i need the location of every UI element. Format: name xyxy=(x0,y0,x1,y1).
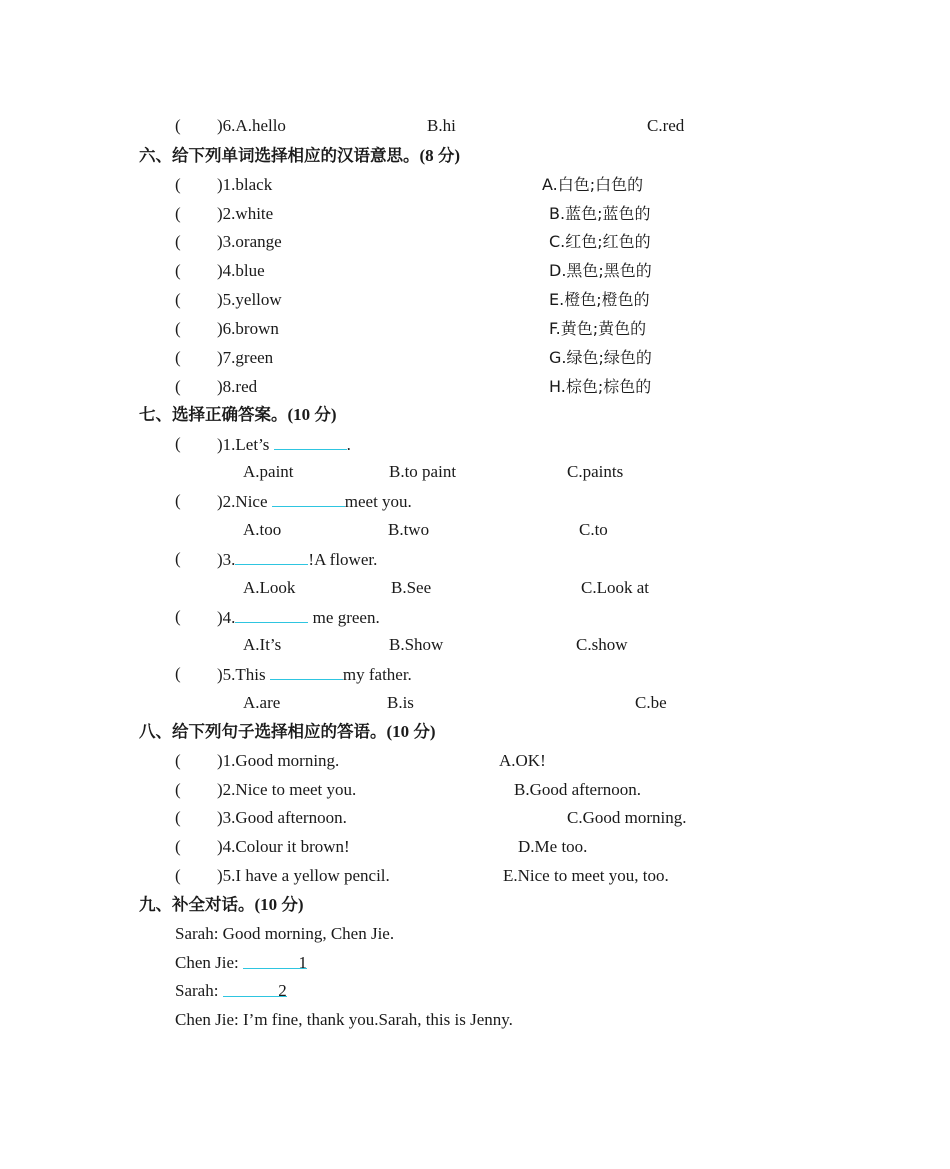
sec7-q2-option-c: C.to xyxy=(579,520,608,539)
sec6-word: )6.brown xyxy=(217,319,279,338)
sec6-paren: ( xyxy=(175,261,181,280)
sec6-meaning: B.蓝色;蓝色的 xyxy=(549,204,651,223)
sec6-paren: ( xyxy=(175,204,181,223)
section-6-title: 六、给下列单词选择相应的汉语意思。(8 分) xyxy=(139,146,461,165)
sec6-paren: ( xyxy=(175,290,181,309)
sec8-paren: ( xyxy=(175,866,181,885)
sec8-paren: ( xyxy=(175,808,181,827)
sec8-sentence: )4.Colour it brown! xyxy=(217,837,350,856)
dialog-blank-2[interactable]: 2 xyxy=(223,981,287,997)
answer-blank[interactable] xyxy=(235,549,308,565)
sec6-meaning: G.绿色;绿色的 xyxy=(549,348,652,367)
sec6-meaning: H.棕色;棕色的 xyxy=(549,377,652,396)
dialog-line-1: Sarah: Good morning, Chen Jie. xyxy=(175,924,395,943)
sec7-q2-option-a: A.too xyxy=(243,520,282,539)
section-9-title: 九、补全对话。(10 分) xyxy=(139,895,304,914)
sec6-paren: ( xyxy=(175,319,181,338)
sec7-q3-option-c: C.Look at xyxy=(581,578,649,597)
sec7-q3-option-b: B.See xyxy=(391,578,432,597)
sec7-q1: )1.Let’s . xyxy=(217,435,351,454)
sec8-reply: B.Good afternoon. xyxy=(514,780,642,799)
sec6-meaning: A.白色;白色的 xyxy=(542,175,644,194)
section-8-title: 八、给下列句子选择相应的答语。(10 分) xyxy=(139,722,436,741)
sec8-reply: E.Nice to meet you, too. xyxy=(503,866,669,885)
answer-blank[interactable] xyxy=(270,664,343,680)
sec7-q4: )4. me green. xyxy=(217,608,380,627)
sec7-q2: )2.Nice meet you. xyxy=(217,492,412,511)
sec6-word: )1.black xyxy=(217,175,273,194)
top-question-text: )6.A.hello xyxy=(217,116,286,135)
answer-blank[interactable] xyxy=(235,607,308,623)
sec6-word: )4.blue xyxy=(217,261,265,280)
sec7-q5-option-b: B.is xyxy=(387,693,414,712)
sec7-q5: )5.This my father. xyxy=(217,665,412,684)
sec7-q2-option-b: B.two xyxy=(388,520,430,539)
sec8-sentence: )3.Good afternoon. xyxy=(217,808,347,827)
sec7-q5-option-a: A.are xyxy=(243,693,281,712)
sec8-paren: ( xyxy=(175,837,181,856)
sec6-word: )5.yellow xyxy=(217,290,282,309)
sec7-q3-option-a: A.Look xyxy=(243,578,296,597)
answer-blank[interactable] xyxy=(272,491,345,507)
sec8-reply: D.Me too. xyxy=(518,837,588,856)
top-question-paren: ( xyxy=(175,116,181,135)
sec6-word: )7.green xyxy=(217,348,274,367)
sec7-q1-paren: ( xyxy=(175,434,181,453)
sec8-sentence: )5.I have a yellow pencil. xyxy=(217,866,390,885)
top-option-b: B.hi xyxy=(427,116,456,135)
sec8-sentence: )1.Good morning. xyxy=(217,751,340,770)
dialog-line-2: Chen Jie: 1 xyxy=(175,953,307,972)
dialog-line-4: Chen Jie: I’m fine, thank you.Sarah, this is Jenny. xyxy=(175,1010,513,1029)
sec7-q4-option-b: B.Show xyxy=(389,635,444,654)
sec8-reply: A.OK! xyxy=(499,751,546,770)
sec8-paren: ( xyxy=(175,780,181,799)
sec6-meaning: C.红色;红色的 xyxy=(549,232,651,251)
sec6-meaning: E.橙色;橙色的 xyxy=(549,290,650,309)
sec6-paren: ( xyxy=(175,377,181,396)
sec8-paren: ( xyxy=(175,751,181,770)
dialog-line-3: Sarah: 2 xyxy=(175,981,287,1000)
sec7-q2-paren: ( xyxy=(175,491,181,510)
sec7-q4-option-a: A.It’s xyxy=(243,635,282,654)
sec6-paren: ( xyxy=(175,175,181,194)
sec6-word: )8.red xyxy=(217,377,258,396)
sec6-paren: ( xyxy=(175,348,181,367)
sec7-q1-option-a: A.paint xyxy=(243,462,294,481)
sec6-word: )2.white xyxy=(217,204,274,223)
sec6-word: )3.orange xyxy=(217,232,282,251)
sec7-q5-option-c: C.be xyxy=(635,693,667,712)
sec6-meaning: F.黄色;黄色的 xyxy=(549,319,647,338)
answer-blank[interactable] xyxy=(274,434,347,450)
sec7-q3: )3. !A flower. xyxy=(217,550,378,569)
sec7-q3-paren: ( xyxy=(175,549,181,568)
sec7-q1-option-b: B.to paint xyxy=(389,462,457,481)
sec7-q5-paren: ( xyxy=(175,664,181,683)
sec8-sentence: )2.Nice to meet you. xyxy=(217,780,357,799)
sec7-q4-option-c: C.show xyxy=(576,635,628,654)
sec8-reply: C.Good morning. xyxy=(567,808,687,827)
dialog-blank-1[interactable]: 1 xyxy=(243,953,307,969)
sec6-meaning: D.黑色;黑色的 xyxy=(549,261,652,280)
sec6-paren: ( xyxy=(175,232,181,251)
section-7-title: 七、选择正确答案。(10 分) xyxy=(139,405,337,424)
top-option-c: C.red xyxy=(647,116,685,135)
sec7-q4-paren: ( xyxy=(175,607,181,626)
sec7-q1-option-c: C.paints xyxy=(567,462,624,481)
